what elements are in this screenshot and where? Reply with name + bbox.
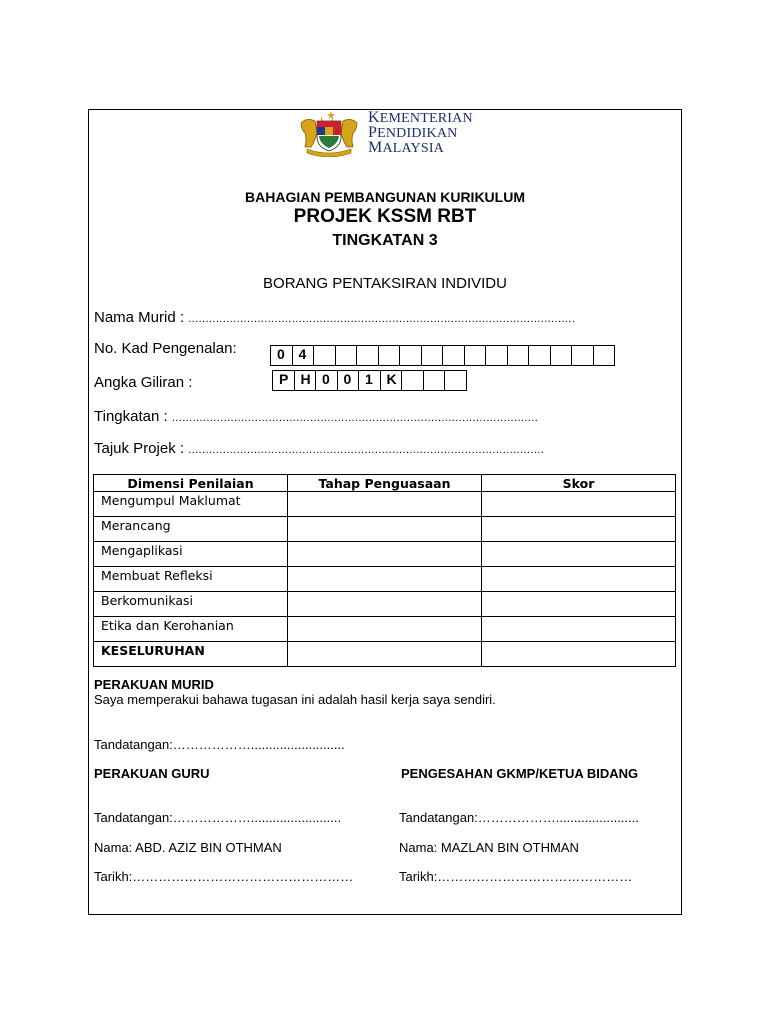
student-declaration-text: Saya memperakui bahawa tugasan ini adalah hasil kerja saya sendiri.	[94, 692, 496, 707]
dimension-cell: Merancang	[94, 517, 288, 542]
table-row	[94, 617, 676, 642]
grade-title: TINGKATAN 3	[332, 232, 438, 249]
table-row	[94, 567, 676, 592]
head-date-line[interactable]: Tarikh:………………………………………	[399, 869, 633, 884]
dimension-cell: Etika dan Kerohanian	[94, 617, 288, 642]
score-cell[interactable]	[482, 617, 676, 642]
dimension-cell: Membuat Refleksi	[94, 567, 288, 592]
logo-wordmark: KEMENTERIAN PENDIDIKAN MALAYSIA	[368, 109, 473, 156]
ic-digit-box[interactable]	[507, 345, 530, 366]
project-title-dots: .......................................................................................................	[188, 444, 545, 456]
level-cell[interactable]	[288, 517, 482, 542]
ic-digit-box[interactable]	[571, 345, 594, 366]
score-cell[interactable]	[482, 567, 676, 592]
roll-char-box[interactable]	[444, 370, 467, 391]
roll-char-box[interactable]: H	[294, 370, 317, 391]
ic-digit-box[interactable]	[313, 345, 336, 366]
form-title: BORANG PENTAKSIRAN INDIVIDU	[263, 275, 507, 292]
ic-digit-box[interactable]	[442, 345, 465, 366]
ic-digit-box[interactable]: 0	[270, 345, 293, 366]
grade-label: Tingkatan :	[94, 408, 168, 425]
ic-digit-box[interactable]	[464, 345, 487, 366]
table-row	[94, 517, 676, 542]
table-row	[94, 492, 676, 517]
teacher-name: Nama: ABD. AZIZ BIN OTHMAN	[94, 840, 282, 855]
assessment-table	[93, 474, 676, 667]
dimension-cell: KESELURUHAN	[94, 642, 288, 667]
level-cell[interactable]	[288, 492, 482, 517]
ic-digit-box[interactable]	[550, 345, 573, 366]
roll-char-box[interactable]: K	[380, 370, 403, 391]
roll-number-boxes[interactable]	[272, 370, 467, 391]
teacher-signature-line[interactable]: Tandatangan:……………….........................	[94, 810, 342, 825]
department-title: BAHAGIAN PEMBANGUNAN KURIKULUM	[245, 189, 525, 205]
grade-field[interactable]	[94, 408, 538, 425]
ic-digit-box[interactable]	[356, 345, 379, 366]
head-signature-line[interactable]: Tandatangan:……………….......................	[399, 810, 639, 825]
ic-digit-box[interactable]	[593, 345, 616, 366]
grade-dots: ..........................................................................................................	[171, 412, 539, 424]
student-name-dots: ................................................................................................................	[188, 313, 576, 325]
level-cell[interactable]	[288, 617, 482, 642]
table-header-row	[94, 475, 676, 492]
score-cell[interactable]	[482, 542, 676, 567]
score-cell[interactable]	[482, 592, 676, 617]
score-cell[interactable]	[482, 492, 676, 517]
ic-digit-box[interactable]	[528, 345, 551, 366]
project-title-field[interactable]	[94, 440, 544, 457]
roll-char-box[interactable]	[401, 370, 424, 391]
dimension-cell: Mengumpul Maklumat	[94, 492, 288, 517]
head-name: Nama: MAZLAN BIN OTHMAN	[399, 840, 579, 855]
dimension-cell: Mengaplikasi	[94, 542, 288, 567]
score-cell[interactable]	[482, 642, 676, 667]
head-verification-title: PENGESAHAN GKMP/KETUA BIDANG	[401, 766, 639, 781]
ic-digit-box[interactable]	[399, 345, 422, 366]
malaysia-crest-icon	[297, 109, 361, 157]
level-cell[interactable]	[288, 542, 482, 567]
table-total-row	[94, 642, 676, 667]
roll-char-box[interactable]: 0	[315, 370, 338, 391]
roll-char-box[interactable]: 1	[358, 370, 381, 391]
ic-label: No. Kad Pengenalan:	[94, 340, 237, 357]
ic-digit-box[interactable]	[335, 345, 358, 366]
roll-label: Angka Giliran :	[94, 374, 193, 391]
score-cell[interactable]	[482, 517, 676, 542]
ic-digit-box[interactable]: 4	[292, 345, 315, 366]
ic-digit-box[interactable]	[378, 345, 401, 366]
project-title-label: Tajuk Projek :	[94, 440, 185, 457]
table-row	[94, 592, 676, 617]
teacher-date-line[interactable]: Tarikh:……………………………………………	[94, 869, 354, 884]
header-score: Skor	[482, 475, 676, 492]
student-declaration-title: PERAKUAN MURID	[94, 677, 214, 692]
teacher-declaration-title: PERAKUAN GURU	[94, 766, 210, 781]
student-name-label: Nama Murid :	[94, 309, 185, 326]
ic-digit-box[interactable]	[485, 345, 508, 366]
roll-char-box[interactable]	[423, 370, 446, 391]
ministry-logo	[297, 109, 497, 161]
student-signature-line[interactable]: Tandatangan:………………..........................	[94, 737, 345, 752]
header-level: Tahap Penguasaan	[288, 475, 482, 492]
roll-char-box[interactable]: P	[272, 370, 295, 391]
ic-number-boxes[interactable]	[270, 345, 615, 366]
roll-char-box[interactable]: 0	[337, 370, 360, 391]
level-cell[interactable]	[288, 567, 482, 592]
table-row	[94, 542, 676, 567]
level-cell[interactable]	[288, 592, 482, 617]
level-cell[interactable]	[288, 642, 482, 667]
dimension-cell: Berkomunikasi	[94, 592, 288, 617]
header-dimension: Dimensi Penilaian	[94, 475, 288, 492]
project-title: PROJEK KSSM RBT	[293, 206, 477, 227]
student-name-field[interactable]	[94, 309, 575, 326]
ic-digit-box[interactable]	[421, 345, 444, 366]
